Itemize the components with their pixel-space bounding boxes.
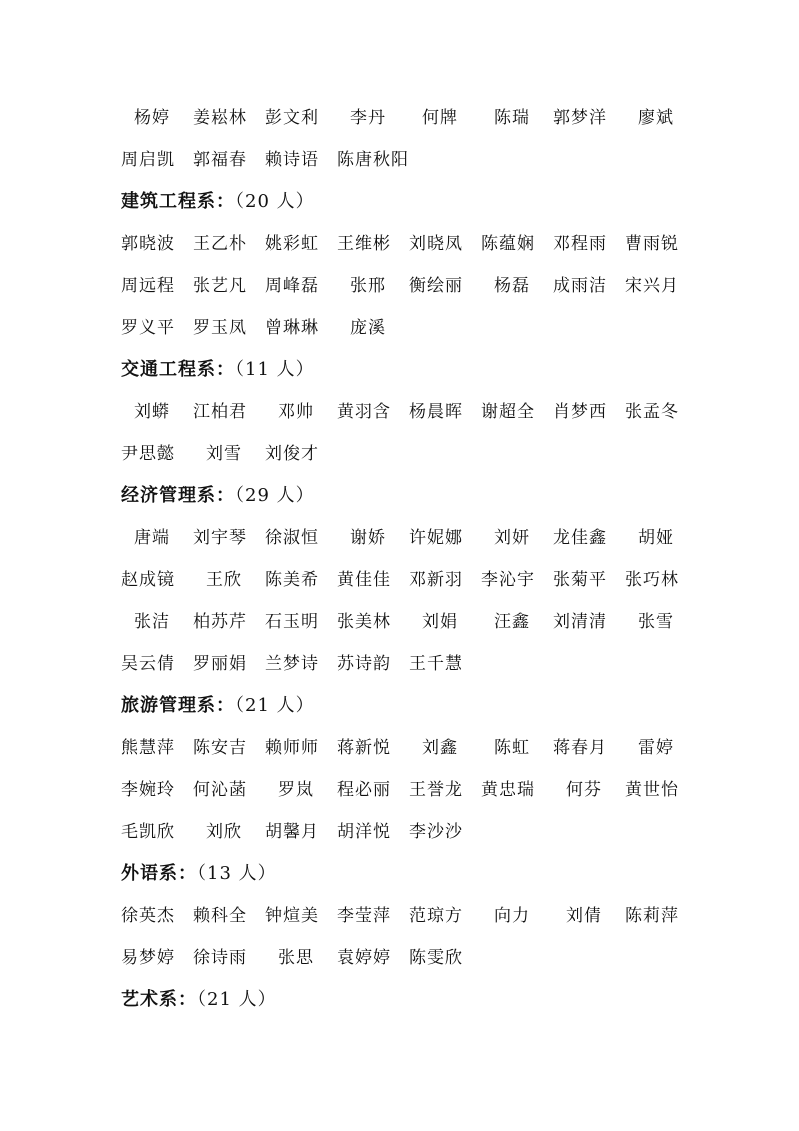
department-count: （21 人） — [235, 695, 315, 716]
name-row — [0, 271, 799, 301]
person-name: 徐英杰 — [121, 906, 175, 926]
person-name: 范琼方 — [409, 906, 463, 926]
person-name: 张思 — [278, 948, 314, 968]
person-name: 张洁 — [134, 612, 170, 632]
person-name: 蒋春月 — [553, 738, 607, 758]
name-row — [0, 775, 799, 805]
person-name: 刘蟒 — [134, 402, 170, 422]
person-name: 陈美希 — [265, 570, 319, 590]
name-row — [0, 103, 799, 133]
department-heading — [121, 859, 277, 889]
person-name: 胡洋悦 — [337, 822, 391, 842]
person-name: 肖梦西 — [553, 402, 607, 422]
person-name: 罗义平 — [121, 318, 175, 338]
name-row — [0, 607, 799, 637]
person-name: 陈莉萍 — [625, 906, 679, 926]
person-name: 邓程雨 — [553, 234, 607, 254]
name-row — [0, 313, 799, 343]
person-name: 刘清清 — [553, 612, 607, 632]
person-name: 衡绘丽 — [409, 276, 463, 296]
person-name: 王誉龙 — [409, 780, 463, 800]
person-name: 庞溪 — [350, 318, 386, 338]
person-name: 赖诗语 — [265, 150, 319, 170]
person-name: 郭晓波 — [121, 234, 175, 254]
person-name: 张艺凡 — [193, 276, 247, 296]
person-name: 邓新羽 — [409, 570, 463, 590]
person-name: 李婉玲 — [121, 780, 175, 800]
person-name: 黄羽含 — [337, 402, 391, 422]
person-name: 杨婷 — [134, 108, 170, 128]
person-name: 张巧林 — [625, 570, 679, 590]
person-name: 熊慧萍 — [121, 738, 175, 758]
person-name: 曾琳琳 — [265, 318, 319, 338]
department-count: （29 人） — [235, 485, 315, 506]
person-name: 刘俊才 — [265, 444, 319, 464]
department-heading — [121, 691, 315, 721]
person-name: 张邢 — [350, 276, 386, 296]
person-name: 罗岚 — [278, 780, 314, 800]
department-heading — [121, 187, 315, 217]
department-title: 交通工程系： — [121, 359, 235, 380]
department-heading — [121, 355, 315, 385]
person-name: 周远程 — [121, 276, 175, 296]
person-name: 姜崧林 — [193, 108, 247, 128]
name-row — [0, 523, 799, 553]
name-row — [0, 901, 799, 931]
person-name: 石玉明 — [265, 612, 319, 632]
person-name: 刘欣 — [206, 822, 242, 842]
person-name: 刘妍 — [494, 528, 530, 548]
department-count: （13 人） — [197, 863, 277, 884]
person-name: 雷婷 — [638, 738, 674, 758]
name-row — [0, 397, 799, 427]
department-title: 经济管理系： — [121, 485, 235, 506]
person-name: 郭梦洋 — [553, 108, 607, 128]
person-name: 宋兴月 — [625, 276, 679, 296]
person-name: 陈唐秋阳 — [337, 150, 409, 170]
person-name: 钟煊美 — [265, 906, 319, 926]
person-name: 谢超全 — [481, 402, 535, 422]
person-name: 姚彩虹 — [265, 234, 319, 254]
person-name: 向力 — [494, 906, 530, 926]
person-name: 赖师师 — [265, 738, 319, 758]
person-name: 张菊平 — [553, 570, 607, 590]
person-name: 王千慧 — [409, 654, 463, 674]
person-name: 袁婷婷 — [337, 948, 391, 968]
person-name: 谢娇 — [350, 528, 386, 548]
person-name: 陈虹 — [494, 738, 530, 758]
person-name: 廖斌 — [638, 108, 674, 128]
department-heading — [121, 985, 277, 1015]
person-name: 刘宇琴 — [193, 528, 247, 548]
person-name: 兰梦诗 — [265, 654, 319, 674]
department-title: 外语系： — [121, 863, 197, 884]
department-title: 建筑工程系： — [121, 191, 235, 212]
person-name: 汪鑫 — [494, 612, 530, 632]
person-name: 黄佳佳 — [337, 570, 391, 590]
person-name: 罗丽娟 — [193, 654, 247, 674]
person-name: 张美林 — [337, 612, 391, 632]
name-row — [0, 229, 799, 259]
person-name: 刘鑫 — [422, 738, 458, 758]
person-name: 程必丽 — [337, 780, 391, 800]
person-name: 江柏君 — [193, 402, 247, 422]
person-name: 龙佳鑫 — [553, 528, 607, 548]
person-name: 徐诗雨 — [193, 948, 247, 968]
person-name: 周启凯 — [121, 150, 175, 170]
person-name: 周峰磊 — [265, 276, 319, 296]
name-row — [0, 817, 799, 847]
person-name: 何芬 — [566, 780, 602, 800]
name-row — [0, 649, 799, 679]
person-name: 许妮娜 — [409, 528, 463, 548]
person-name: 赖科全 — [193, 906, 247, 926]
person-name: 杨磊 — [494, 276, 530, 296]
department-title: 艺术系： — [121, 989, 197, 1010]
person-name: 陈雯欣 — [409, 948, 463, 968]
person-name: 陈瑞 — [494, 108, 530, 128]
person-name: 王欣 — [206, 570, 242, 590]
person-name: 胡娅 — [638, 528, 674, 548]
person-name: 刘雪 — [206, 444, 242, 464]
person-name: 刘娟 — [422, 612, 458, 632]
person-name: 易梦婷 — [121, 948, 175, 968]
person-name: 郭福春 — [193, 150, 247, 170]
person-name: 张雪 — [638, 612, 674, 632]
person-name: 彭文利 — [265, 108, 319, 128]
person-name: 黄世怡 — [625, 780, 679, 800]
name-row — [0, 943, 799, 973]
person-name: 何沁菡 — [193, 780, 247, 800]
person-name: 罗玉凤 — [193, 318, 247, 338]
person-name: 刘倩 — [566, 906, 602, 926]
person-name: 曹雨锐 — [625, 234, 679, 254]
person-name: 张孟冬 — [625, 402, 679, 422]
person-name: 柏苏芹 — [193, 612, 247, 632]
name-row — [0, 439, 799, 469]
name-row — [0, 733, 799, 763]
person-name: 苏诗韵 — [337, 654, 391, 674]
person-name: 王维彬 — [337, 234, 391, 254]
person-name: 李沁宇 — [481, 570, 535, 590]
person-name: 李莹萍 — [337, 906, 391, 926]
person-name: 胡馨月 — [265, 822, 319, 842]
department-count: （11 人） — [235, 359, 315, 380]
name-row — [0, 145, 799, 175]
person-name: 毛凯欣 — [121, 822, 175, 842]
person-name: 尹思懿 — [121, 444, 175, 464]
person-name: 赵成镜 — [121, 570, 175, 590]
person-name: 徐淑恒 — [265, 528, 319, 548]
person-name: 黄忠瑞 — [481, 780, 535, 800]
person-name: 刘晓凤 — [409, 234, 463, 254]
person-name: 李丹 — [350, 108, 386, 128]
person-name: 何牌 — [422, 108, 458, 128]
department-heading — [121, 481, 315, 511]
department-count: （20 人） — [235, 191, 315, 212]
person-name: 陈蕴娴 — [481, 234, 535, 254]
person-name: 邓帅 — [278, 402, 314, 422]
person-name: 吴云倩 — [121, 654, 175, 674]
name-row — [0, 565, 799, 595]
person-name: 陈安吉 — [193, 738, 247, 758]
person-name: 蒋新悦 — [337, 738, 391, 758]
person-name: 王乙朴 — [193, 234, 247, 254]
person-name: 李沙沙 — [409, 822, 463, 842]
person-name: 成雨洁 — [553, 276, 607, 296]
department-title: 旅游管理系： — [121, 695, 235, 716]
person-name: 杨晨晖 — [409, 402, 463, 422]
department-count: （21 人） — [197, 989, 277, 1010]
person-name: 唐端 — [134, 528, 170, 548]
